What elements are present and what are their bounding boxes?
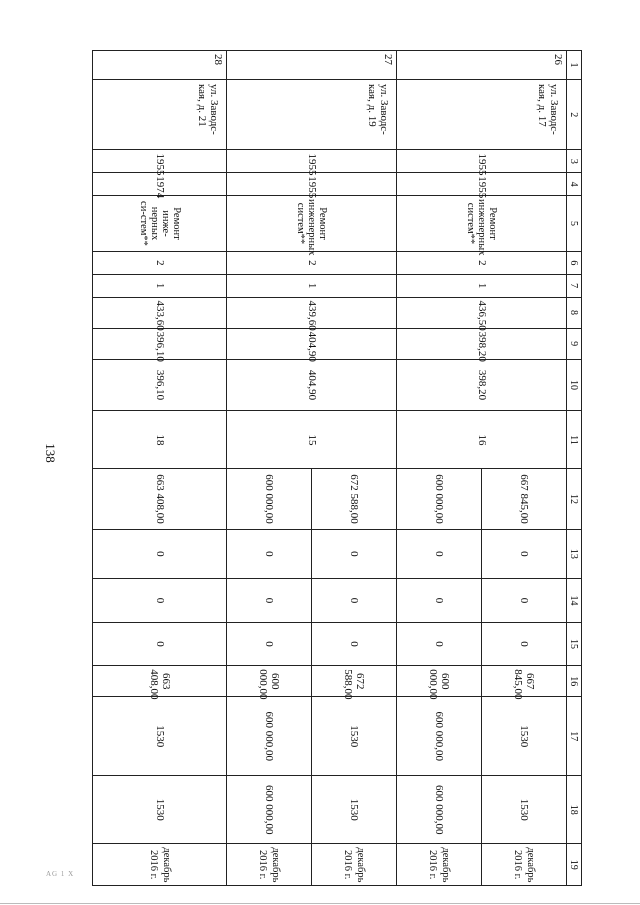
cell-c15: 0 bbox=[312, 622, 397, 666]
cell-c14: 0 bbox=[397, 579, 482, 623]
column-header-11: 11 bbox=[567, 411, 582, 469]
column-header-18: 18 bbox=[567, 776, 582, 844]
cell-c14: 0 bbox=[227, 579, 312, 623]
cell-c13: 0 bbox=[227, 529, 312, 579]
footer-mark: AG 1 X bbox=[46, 870, 75, 878]
cell-c14: 0 bbox=[482, 579, 567, 623]
cell-c19: декабрь 2016 г. bbox=[312, 844, 397, 886]
area-residential-cell: 396,10 bbox=[93, 359, 227, 411]
residents-cell: 15 bbox=[227, 411, 397, 469]
year-built-cell: 1955 bbox=[227, 150, 397, 173]
column-header-4: 4 bbox=[567, 173, 582, 196]
repair-schedule-table bbox=[92, 50, 582, 886]
cell-c19: декабрь 2016 г. bbox=[93, 844, 227, 886]
column-header-2: 2 bbox=[567, 80, 582, 150]
area-residential-cell: 404,90 bbox=[227, 359, 397, 411]
address-cell: ул. Заводс-кая, д. 17 bbox=[397, 80, 567, 150]
column-header-9: 9 bbox=[567, 328, 582, 359]
cell-c14: 0 bbox=[312, 579, 397, 623]
work-type-cell: Ремонт инженерных систем** bbox=[397, 196, 567, 252]
cell-c16: 600 000,00 bbox=[397, 666, 482, 697]
cell-c14: 0 bbox=[93, 579, 227, 623]
column-header-19: 19 bbox=[567, 844, 582, 886]
table-row bbox=[482, 51, 567, 886]
cell-c13: 0 bbox=[312, 529, 397, 579]
floors-cell: 2 bbox=[93, 251, 227, 274]
work-type-cell: Ремонт инженерных систем** bbox=[227, 196, 397, 252]
floors-cell: 2 bbox=[227, 251, 397, 274]
column-header-3: 3 bbox=[567, 150, 582, 173]
column-number-row bbox=[567, 51, 582, 886]
cell-c15: 0 bbox=[397, 622, 482, 666]
cell-c18: 1530 bbox=[93, 776, 227, 844]
column-header-15: 15 bbox=[567, 622, 582, 666]
entrances-cell: 1 bbox=[93, 274, 227, 297]
cell-c12: 672 588,00 bbox=[312, 469, 397, 529]
cell-c12: 600 000,00 bbox=[397, 469, 482, 529]
row-number: 28 bbox=[93, 51, 227, 80]
column-header-10: 10 bbox=[567, 359, 582, 411]
total-area-cell: 433,60 bbox=[93, 297, 227, 328]
cell-c15: 0 bbox=[93, 622, 227, 666]
column-header-13: 13 bbox=[567, 529, 582, 579]
area-residential-cell: 398,20 bbox=[397, 359, 567, 411]
column-header-6: 6 bbox=[567, 251, 582, 274]
entrances-cell: 1 bbox=[227, 274, 397, 297]
residents-cell: 16 bbox=[397, 411, 567, 469]
cell-c18: 600 000,00 bbox=[227, 776, 312, 844]
cell-c19: декабрь 2016 г. bbox=[397, 844, 482, 886]
column-header-7: 7 bbox=[567, 274, 582, 297]
year-last-repair-cell: 1955 bbox=[397, 173, 567, 196]
year-last-repair-cell: 1955 bbox=[227, 173, 397, 196]
cell-c12: 663 408,00 bbox=[93, 469, 227, 529]
column-header-1: 1 bbox=[567, 51, 582, 80]
cell-c16: 663 408,00 bbox=[93, 666, 227, 697]
cell-c17: 1530 bbox=[93, 697, 227, 776]
rotated-table-layer bbox=[92, 50, 582, 886]
address-cell: ул. Заводс-кая, д. 19 bbox=[227, 80, 397, 150]
column-header-12: 12 bbox=[567, 469, 582, 529]
area-total-cell: 404,90 bbox=[227, 328, 397, 359]
work-type-cell: Ремонт инже-нерных си-стем** bbox=[93, 196, 227, 252]
cell-c12: 667 845,00 bbox=[482, 469, 567, 529]
cell-c19: декабрь 2016 г. bbox=[227, 844, 312, 886]
row-number: 26 bbox=[397, 51, 567, 80]
floors-cell: 2 bbox=[397, 251, 567, 274]
cell-c13: 0 bbox=[93, 529, 227, 579]
residents-cell: 18 bbox=[93, 411, 227, 469]
year-built-cell: 1955 bbox=[397, 150, 567, 173]
cell-c18: 1530 bbox=[482, 776, 567, 844]
area-total-cell: 398,20 bbox=[397, 328, 567, 359]
year-last-repair-cell: 1974 bbox=[93, 173, 227, 196]
cell-c15: 0 bbox=[227, 622, 312, 666]
row-number: 27 bbox=[227, 51, 397, 80]
cell-c16: 600 000,00 bbox=[227, 666, 312, 697]
page-number: 138 bbox=[42, 443, 58, 463]
column-header-16: 16 bbox=[567, 666, 582, 697]
document-table-area bbox=[92, 50, 582, 886]
cell-c13: 0 bbox=[482, 529, 567, 579]
table-row bbox=[93, 51, 227, 886]
cell-c16: 672 588,00 bbox=[312, 666, 397, 697]
entrances-cell: 1 bbox=[397, 274, 567, 297]
cell-c17: 1530 bbox=[312, 697, 397, 776]
page-edge-line bbox=[0, 903, 640, 904]
cell-c19: декабрь 2016 г. bbox=[482, 844, 567, 886]
cell-c17: 600 000,00 bbox=[397, 697, 482, 776]
cell-c18: 1530 bbox=[312, 776, 397, 844]
column-header-8: 8 bbox=[567, 297, 582, 328]
total-area-cell: 439,60 bbox=[227, 297, 397, 328]
cell-c15: 0 bbox=[482, 622, 567, 666]
cell-c17: 600 000,00 bbox=[227, 697, 312, 776]
cell-c12: 600 000,00 bbox=[227, 469, 312, 529]
table-row bbox=[312, 51, 397, 886]
cell-c13: 0 bbox=[397, 529, 482, 579]
cell-c18: 600 000,00 bbox=[397, 776, 482, 844]
column-header-5: 5 bbox=[567, 196, 582, 252]
column-header-14: 14 bbox=[567, 579, 582, 623]
address-cell: ул. Заводс-кая, д. 21 bbox=[93, 80, 227, 150]
column-header-17: 17 bbox=[567, 697, 582, 776]
cell-c16: 667 845,00 bbox=[482, 666, 567, 697]
area-total-cell: 396,10 bbox=[93, 328, 227, 359]
cell-c17: 1530 bbox=[482, 697, 567, 776]
year-built-cell: 1955 bbox=[93, 150, 227, 173]
table-body bbox=[93, 51, 567, 886]
total-area-cell: 436,50 bbox=[397, 297, 567, 328]
